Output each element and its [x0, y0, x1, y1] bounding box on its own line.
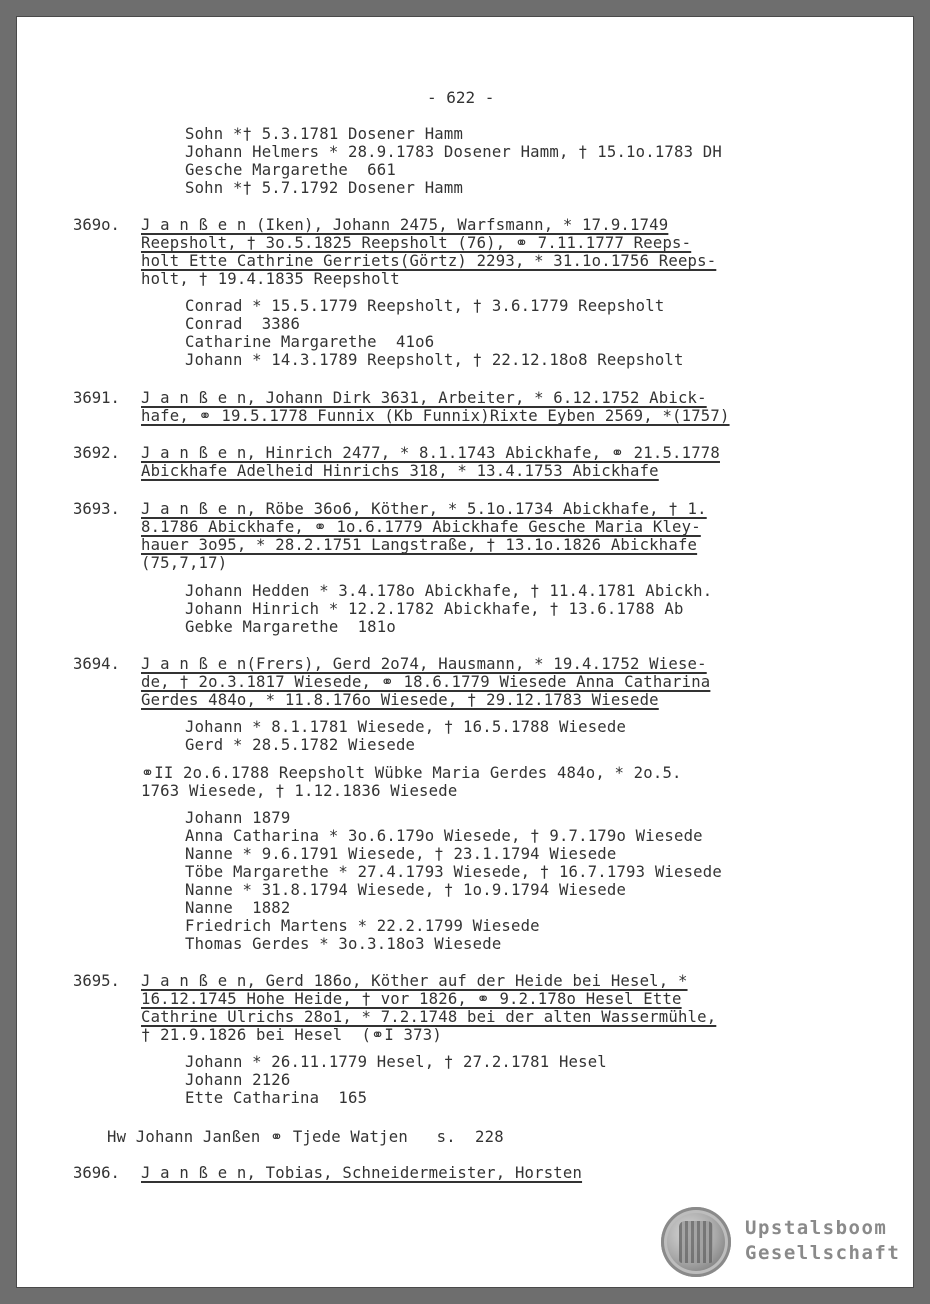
text-line: Johann 2126: [185, 1071, 291, 1089]
text-line: Johann Helmers * 28.9.1783 Dosener Hamm, † 15.1o.1783 DH: [185, 143, 722, 161]
seal-figure: [679, 1221, 713, 1263]
entry-number: 3693.: [73, 500, 120, 518]
entry-number: 3694.: [73, 655, 120, 673]
document-page: [17, 17, 913, 1287]
text-line: Nanne * 31.8.1794 Wiesede, † 1o.9.1794 Wiesede: [185, 881, 627, 899]
text-line: Conrad 3386: [185, 315, 301, 333]
text-line: Sohn *† 5.7.1792 Dosener Hamm: [185, 179, 464, 197]
entry-heading-line: J a n ß e n, Gerd 186o, Köther auf der Heide bei Hesel, *: [141, 972, 688, 990]
text-line: Thomas Gerdes * 3o.3.18o3 Wiesede: [185, 935, 502, 953]
text-line: Nanne 1882: [185, 899, 291, 917]
entry-heading-line: J a n ß e n, Hinrich 2477, * 8.1.1743 Abickhafe, ⚭ 21.5.1778: [141, 444, 720, 462]
text-line: holt Ette Cathrine Gerriets(Görtz) 2293, * 31.1o.1756 Reeps-: [141, 252, 717, 270]
text-line: hafe, ⚭ 19.5.1778 Funnix (Kb Funnix)Rixte Eyben 2569, *(1757): [141, 407, 730, 425]
seal-logo-icon: [661, 1207, 731, 1277]
text-line: Nanne * 9.6.1791 Wiesede, † 23.1.1794 Wiesede: [185, 845, 617, 863]
text-line: Johann * 26.11.1779 Hesel, † 27.2.1781 Hesel: [185, 1053, 607, 1071]
text-line: Catharine Margarethe 41o6: [185, 333, 435, 351]
text-line: 8.1786 Abickhafe, ⚭ 1o.6.1779 Abickhafe Gesche Maria Kley-: [141, 518, 701, 536]
text-line: de, † 2o.3.1817 Wiesede, ⚭ 18.6.1779 Wiesede Anna Catharina: [141, 673, 711, 691]
text-line: Sohn *† 5.3.1781 Dosener Hamm: [185, 125, 464, 143]
text-line: Cathrine Ulrichs 28o1, * 7.2.1748 bei der alten Wassermühle,: [141, 1008, 717, 1026]
brand-line-2: Gesellschaft: [745, 1242, 901, 1264]
text-line: hauer 3o95, * 28.2.1751 Langstraße, † 13.1o.1826 Abickhafe: [141, 536, 698, 554]
text-line: Johann * 14.3.1789 Reepsholt, † 22.12.18o8 Reepsholt: [185, 351, 684, 369]
text-line: Gebke Margarethe 181o: [185, 618, 396, 636]
text-line: † 21.9.1826 bei Hesel (⚭I 373): [141, 1026, 442, 1044]
entry-heading-line: J a n ß e n, Johann Dirk 3631, Arbeiter, * 6.12.1752 Abick-: [141, 389, 707, 407]
text-line: Hw Johann Janßen ⚭ Tjede Watjen s. 228: [107, 1128, 504, 1146]
entry-number: 369o.: [73, 216, 120, 234]
text-line: Reepsholt, † 3o.5.1825 Reepsholt (76), ⚭ 7.11.1777 Reeps-: [141, 234, 692, 252]
text-line: Abickhafe Adelheid Hinrichs 318, * 13.4.1753 Abickhafe: [141, 462, 659, 480]
text-line: Johann Hedden * 3.4.178o Abickhafe, † 11.4.1781 Abickh.: [185, 582, 713, 600]
text-line: 16.12.1745 Hohe Heide, † vor 1826, ⚭ 9.2.178o Hesel Ette: [141, 990, 682, 1008]
text-line: Gesche Margarethe 661: [185, 161, 396, 179]
text-line: Gerd * 28.5.1782 Wiesede: [185, 736, 416, 754]
text-line: Johann * 8.1.1781 Wiesede, † 16.5.1788 Wiesede: [185, 718, 627, 736]
text-line: 1763 Wiesede, † 1.12.1836 Wiesede: [141, 782, 458, 800]
page-number: - 622 -: [427, 88, 495, 107]
text-line: Friedrich Martens * 22.2.1799 Wiesede: [185, 917, 540, 935]
brand-line-1: Upstalsboom: [745, 1217, 888, 1239]
entry-number: 3691.: [73, 389, 120, 407]
entry-heading-line: J a n ß e n, Röbe 36o6, Köther, * 5.1o.1734 Abickhafe, † 1.: [141, 500, 707, 518]
text-line: Johann Hinrich * 12.2.1782 Abickhafe, † 13.6.1788 Ab: [185, 600, 684, 618]
text-line: holt, † 19.4.1835 Reepsholt: [141, 270, 400, 288]
text-line: Ette Catharina 165: [185, 1089, 368, 1107]
entry-heading-line: J a n ß e n, Tobias, Schneidermeister, Horsten: [141, 1164, 583, 1182]
text-line: Anna Catharina * 3o.6.179o Wiesede, † 9.7.179o Wiesede: [185, 827, 703, 845]
text-line: ⚭II 2o.6.1788 Reepsholt Wübke Maria Gerdes 484o, * 2o.5.: [141, 764, 682, 782]
entry-heading-line: J a n ß e n (Iken), Johann 2475, Warfsmann, * 17.9.1749: [141, 216, 669, 234]
text-line: Conrad * 15.5.1779 Reepsholt, † 3.6.1779 Reepsholt: [185, 297, 665, 315]
text-line: Johann 1879: [185, 809, 291, 827]
text-line: Gerdes 484o, * 11.8.176o Wiesede, † 29.12.1783 Wiesede: [141, 691, 659, 709]
entry-number: 3696.: [73, 1164, 120, 1182]
text-line: (75,7,17): [141, 554, 228, 572]
text-line: Töbe Margarethe * 27.4.1793 Wiesede, † 16.7.1793 Wiesede: [185, 863, 722, 881]
entry-number: 3692.: [73, 444, 120, 462]
entry-heading-line: J a n ß e n(Frers), Gerd 2o74, Hausmann, * 19.4.1752 Wiese-: [141, 655, 707, 673]
entry-number: 3695.: [73, 972, 120, 990]
